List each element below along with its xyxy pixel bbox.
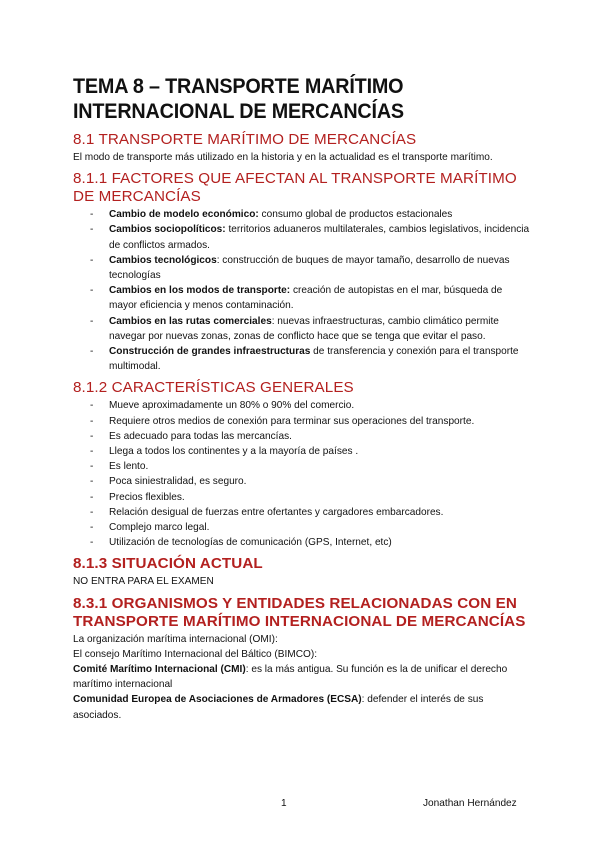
factor-item: - Cambio de modelo económico: consumo global de productos estacionales (73, 207, 533, 222)
section-8-1-2-heading: 8.1.2 CARACTERÍSTICAS GENERALES (73, 379, 354, 397)
section-8-1-text: El modo de transporte más utilizado en la historia y en la actualidad es el transporte marítimo. (73, 152, 493, 163)
title-line-1: TEMA 8 – TRANSPORTE MARÍTIMO (73, 74, 404, 98)
section-8-1-3-text: NO ENTRA PARA EL EXAMEN (73, 576, 214, 588)
characteristic-item: - Complejo marco legal. (73, 520, 533, 535)
characteristic-item: - Utilización de tecnologías de comunicación (GPS, Internet, etc) (73, 535, 533, 550)
document-title (73, 74, 533, 124)
characteristics-list (73, 398, 533, 550)
characteristic-item: - Es lento. (73, 459, 533, 474)
organization-line: La organización marítima internacional (OMI): (73, 633, 278, 645)
factor-item: - Construcción de grandes infraestructuras de transferencia y conexión para el transporte multimodal. (73, 344, 533, 374)
section-8-1-1-heading: 8.1.1 FACTORES QUE AFECTAN AL TRANSPORTE MARÍTIMO DE MERCANCÍAS (73, 170, 517, 206)
footer-author: Jonathan Hernández (423, 798, 517, 809)
characteristic-item: - Es adecuado para todas las mercancías. (73, 429, 533, 444)
characteristic-item: - Llega a todos los continentes y a la mayoría de países . (73, 444, 533, 459)
factor-item: - Cambios en las rutas comerciales: nuevas infraestructuras, cambio climático permite navegar por nuevas zonas, zonas de conflicto hace que se tenga que evitar el paso. (73, 314, 533, 344)
organization-line: El consejo Marítimo Internacional del Báltico (BIMCO): (73, 648, 318, 660)
section-8-1-3-heading: 8.1.3 SITUACIÓN ACTUAL (73, 555, 263, 573)
document-body (73, 74, 533, 723)
characteristic-item: - Mueve aproximadamente un 80% o 90% del comercio. (73, 398, 533, 413)
section-8-3-1-heading: 8.3.1 ORGANISMOS Y ENTIDADES RELACIONADAS CON EN TRANSPORTE MARÍTIMO INTERNACIONAL DE MERCANCÍAS (73, 594, 526, 630)
characteristic-item: - Poca siniestralidad, es seguro. (73, 474, 533, 489)
factors-list (73, 207, 533, 374)
characteristic-item: - Relación desigual de fuerzas entre ofertantes y cargadores embarcadores. (73, 505, 533, 520)
characteristic-item: - Requiere otros medios de conexión para terminar sus operaciones del transporte. (73, 414, 533, 429)
factor-item: - Cambios sociopolíticos: territorios aduaneros multilaterales, cambios legislativos, incidencia de conflictos armados. (73, 222, 533, 252)
section-8-1-heading: 8.1 TRANSPORTE MARÍTIMO DE MERCANCÍAS (73, 131, 417, 148)
organization-line: Comunidad Europea de Asociaciones de Armadores (ECSA): defender el interés de sus asociados. (73, 694, 484, 721)
characteristic-item: - Precios flexibles. (73, 490, 533, 505)
factor-item: - Cambios en los modos de transporte: creación de autopistas en el mar, búsqueda de mayor eficiencia y menos contaminación. (73, 283, 533, 313)
organization-line: Comité Marítimo Internacional (CMI): es la más antigua. Su función es la de unificar el derecho marítimo internacional (73, 664, 508, 691)
page-number: 1 (281, 798, 287, 809)
factor-item: - Cambios tecnológicos: construcción de buques de mayor tamaño, desarrollo de nuevas tecnologías (73, 253, 533, 283)
title-line-2: INTERNACIONAL DE MERCANCÍAS (73, 99, 404, 123)
